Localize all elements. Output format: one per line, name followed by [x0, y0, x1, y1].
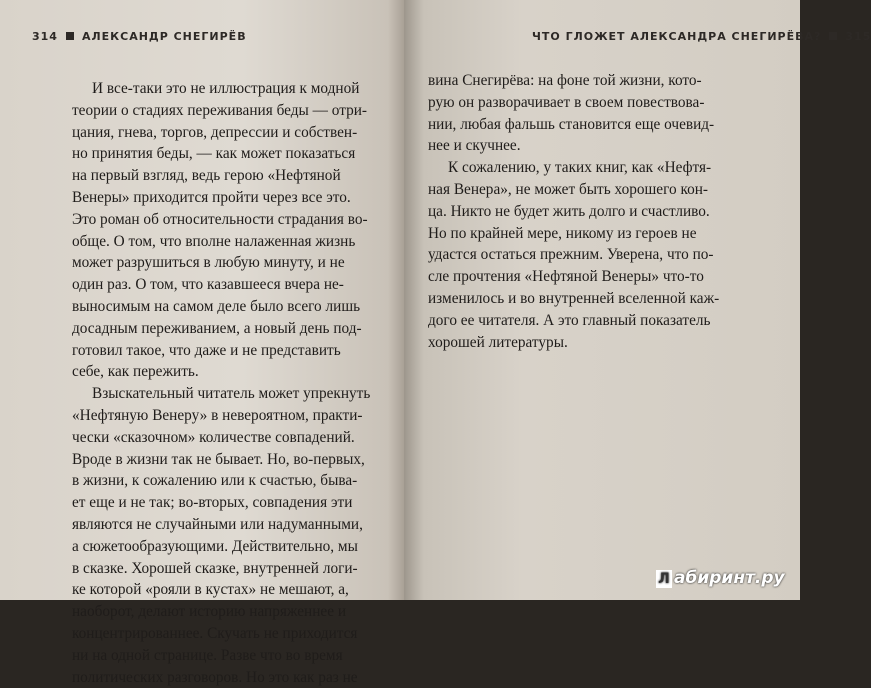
text-line: обще. О том, что вполне налаженная жизнь	[72, 232, 356, 250]
text-line: а сюжетообразующими. Действительно, мы	[72, 537, 358, 555]
text-line: нии, любая фальшь становится еще очевид-	[428, 115, 715, 133]
text-line: «Нефтяную Венеру» в невероятном, практи-	[72, 406, 363, 424]
text-line: на первый взгляд, ведь герою «Нефтяной	[72, 167, 341, 185]
text-line: Вроде в жизни так не бывает. Но, во-первых,	[72, 450, 365, 468]
text-line: сле прочтения «Нефтяной Венеры» что-то	[428, 268, 704, 286]
text-line: досадным переживанием, а новый день под-	[72, 319, 362, 337]
text-line: рую он разворачивает в своем повествова-	[428, 93, 705, 111]
text-line: политических разговоров. Но это как раз не	[72, 668, 358, 686]
right-running-head	[532, 30, 871, 43]
text-line: концентрированнее. Скучать не приходится	[72, 624, 358, 642]
right-page-number: 315	[845, 30, 871, 43]
text-line: один раз. О том, что казавшееся вчера не-	[72, 276, 344, 294]
right-page-text	[428, 70, 746, 353]
text-line: ни на одной странице. Разве что во время	[72, 646, 343, 664]
text-line: ца. Никто не будет жить долго и счастливо.	[428, 202, 710, 220]
text-line: наоборот, делают историю напряженнее и	[72, 603, 347, 621]
right-running-head-title: ЧТО ГЛОЖЕТ АЛЕКСАНДРА СНЕГИРЁВА?	[532, 30, 822, 43]
text-line: цания, гнева, торгов, депрессии и собствен-	[72, 123, 358, 141]
text-line: выносимым на самом деле было всего лишь	[72, 297, 361, 315]
text-line: ет еще и не так; во-вторых, совпадения эти	[72, 494, 353, 512]
left-page-number: 314	[32, 30, 58, 43]
text-line: являются не случайными или надуманными,	[72, 515, 363, 533]
labirint-badge-icon: Л	[656, 570, 672, 588]
text-line: но принятия беды, — как может показаться	[72, 145, 356, 163]
labirint-watermark-logo	[656, 568, 785, 588]
text-line: себе, как пережить.	[72, 363, 199, 381]
text-line: изменилось и во внутренней вселенной каж-	[428, 289, 720, 307]
watermark-text: абиринт.ру	[674, 568, 785, 588]
text-line: может разрушиться в любую минуту, и не	[72, 254, 345, 272]
text-line: Но по крайней мере, никому из героев не	[428, 224, 697, 242]
text-line: удастся остаться прежним. Уверена, что по-	[428, 246, 714, 264]
right-page	[404, 0, 871, 600]
square-bullet-icon	[829, 32, 837, 40]
text-line: в жизни, к сожалению или к счастью, быва-	[72, 472, 358, 490]
text-line: Это роман об относительности страдания во-	[72, 210, 368, 228]
text-line: нее и скучнее.	[428, 137, 521, 155]
text-line: ке которой «рояли в кустах» не мешают, а,	[72, 581, 349, 599]
square-bullet-icon	[66, 32, 74, 40]
left-page	[0, 0, 404, 686]
text-line: Взыскательный читатель может упрекнуть	[92, 385, 371, 403]
text-line: хорошей литературы.	[428, 333, 568, 351]
text-line: готовил такое, что даже и не представить	[72, 341, 341, 359]
text-line: ная Венера», не может быть хорошего кон-	[428, 180, 709, 198]
text-line: вина Снегирёва: на фоне той жизни, кото-	[428, 72, 702, 89]
text-line: К сожалению, у таких книг, как «Нефтя-	[448, 159, 712, 177]
text-line: дого ее читателя. А это главный показатель	[428, 311, 711, 329]
text-line: Венеры» приходится пройти через все это.	[72, 188, 351, 206]
left-page-text	[72, 78, 372, 688]
left-running-head	[32, 30, 247, 43]
text-line: теории о стадиях переживания беды — отри-	[72, 101, 368, 119]
text-line: И все-таки это не иллюстрация к модной	[92, 80, 360, 97]
text-line: чески «сказочном» количестве совпадений.	[72, 428, 355, 446]
text-line: в сказке. Хорошей сказке, внутренней логи-	[72, 559, 358, 577]
left-running-head-title: АЛЕКСАНДР СНЕГИРЁВ	[81, 30, 247, 43]
